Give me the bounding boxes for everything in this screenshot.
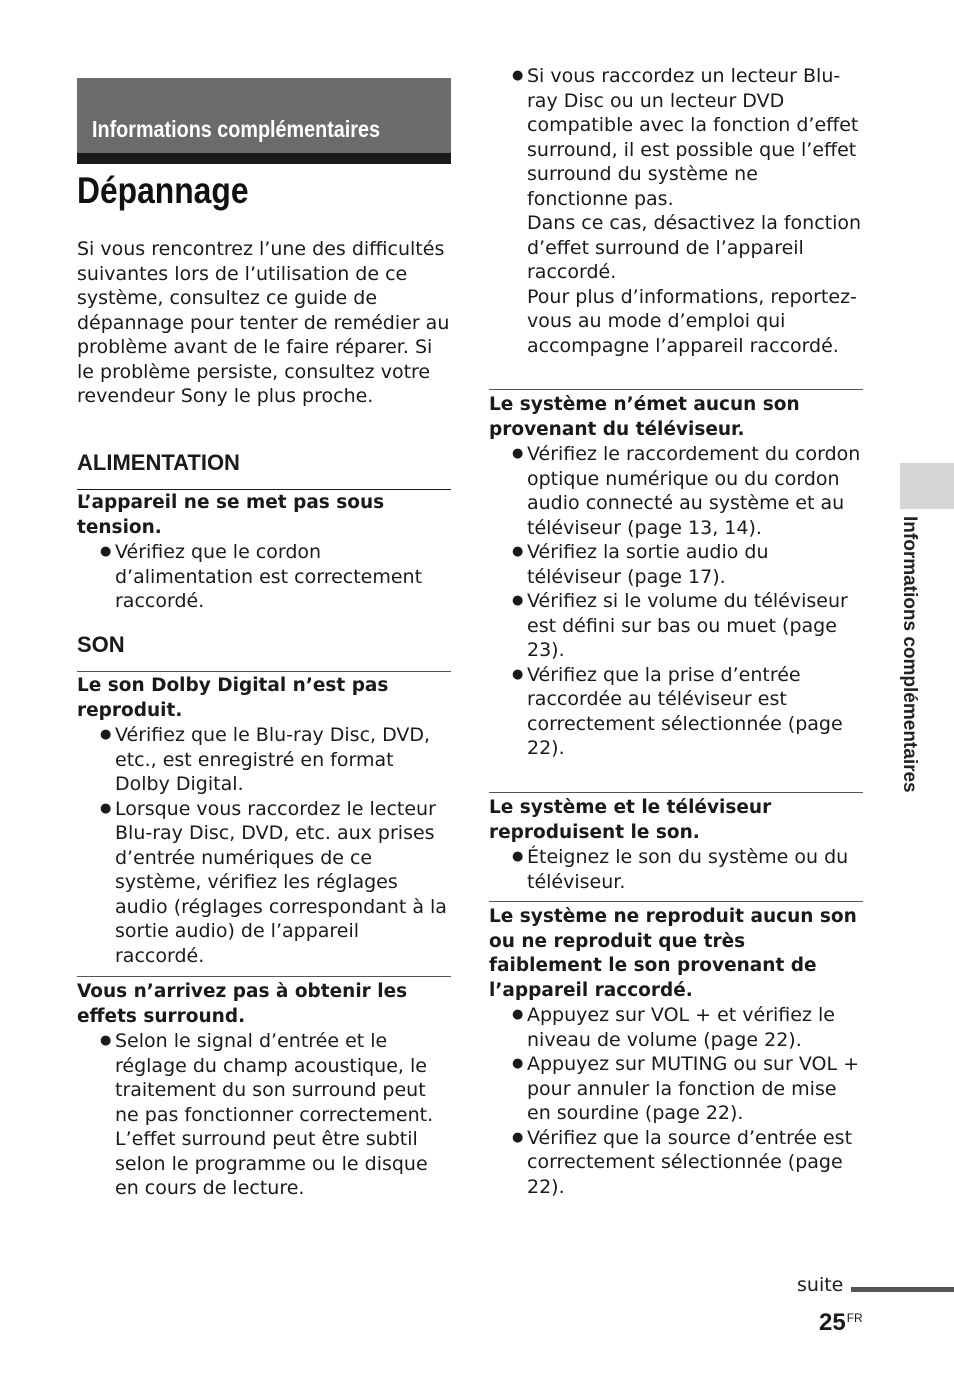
side-tab-label	[898, 516, 938, 846]
solution-list	[77, 1029, 451, 1201]
solution-list	[489, 845, 863, 894]
list-item: ● Selon le signal d’entrée et le réglage du champ acoustique, le traitement du son surround peut ne pas fonctionner correctement. L’effet surround peut être subtil selon le programme ou le disque en cours de lecture.	[115, 1029, 451, 1201]
problem-block	[489, 792, 863, 894]
solution-list	[77, 723, 451, 968]
list-item: ● Vérifiez la sortie audio du téléviseur (page 17).	[527, 540, 863, 589]
problem-block	[489, 389, 863, 761]
category-heading-son: SON	[77, 632, 451, 672]
problem-block	[77, 674, 451, 968]
solution-list	[489, 442, 863, 761]
list-item: ● Vérifiez que le Blu-ray Disc, DVD, etc., est enregistré en format Dolby Digital.	[115, 723, 451, 797]
list-item-continuation: Dans ce cas, désactivez la fonction d’effet surround de l’appareil raccordé.	[527, 212, 862, 283]
list-item: ● Éteignez le son du système ou du téléviseur.	[527, 845, 863, 894]
problem-question: Le système ne reproduit aucun son ou ne reproduit que très faiblement le son provenant de l’appareil raccordé.	[489, 906, 857, 1001]
solution-list	[489, 1003, 863, 1199]
list-item: ● Lorsque vous raccordez le lecteur Blu-ray Disc, DVD, etc. aux prises d’entrée numériques de ce système, vérifiez les réglages audio (réglages correspondant à la sortie audio) de l’appareil raccordé.	[115, 797, 451, 969]
page-number-value: 25	[819, 1309, 846, 1336]
problem-question: Le son Dolby Digital n’est pas reproduit.	[77, 675, 389, 721]
list-item-continuation: Pour plus d’informations, reportez-vous au mode d’emploi qui accompagne l’appareil raccordé.	[527, 285, 857, 357]
page-language-suffix: FR	[846, 1311, 863, 1325]
problem-block	[489, 901, 863, 1199]
list-item: ● Vérifiez que la prise d’entrée raccordée au téléviseur est correctement sélectionnée (page 22).	[527, 663, 863, 761]
continued-arrow-bar	[851, 1287, 954, 1292]
page-title: Dépannage	[77, 170, 249, 211]
problem-question: Vous n’arrivez pas à obtenir les effets surround.	[77, 981, 408, 1027]
list-item: ● Vérifiez si le volume du téléviseur est défini sur bas ou muet (page 23).	[527, 589, 863, 663]
problem-block	[77, 491, 451, 614]
section-header: Informations complémentaires	[92, 116, 380, 142]
solution-list	[489, 64, 863, 358]
problem-question: Le système et le téléviseur reproduisent le son.	[489, 797, 772, 843]
side-tab-marker	[900, 463, 954, 509]
list-item: ● Vérifiez que la source d’entrée est correctement sélectionnée (page 22).	[527, 1126, 863, 1200]
list-item: ● Si vous raccordez un lecteur Blu-ray Disc ou un lecteur DVD compatible avec la fonction d’effet surround, il est possible que l’effet surround du système ne fonctionne pas.	[527, 64, 863, 211]
list-item: ● Vérifiez que le cordon d’alimentation est correctement raccordé.	[115, 540, 451, 614]
page-number	[819, 1309, 863, 1337]
list-item: ● Vérifiez le raccordement du cordon optique numérique ou du cordon audio connecté au système et au téléviseur (page 13, 14).	[527, 442, 863, 540]
solution-list	[77, 540, 451, 614]
side-tab-text: Informations complémentaires	[899, 516, 920, 793]
problem-question: L’appareil ne se met pas sous tension.	[77, 492, 385, 538]
list-item: ● Appuyez sur VOL + et vérifiez le niveau de volume (page 22).	[527, 1003, 863, 1052]
section-banner	[77, 78, 451, 164]
continued-block	[489, 64, 863, 358]
category-heading-alimentation: ALIMENTATION	[77, 450, 451, 490]
problem-block	[77, 976, 451, 1201]
intro-paragraph: Si vous rencontrez l’une des difficultés suivantes lors de l’utilisation de ce système, consultez ce guide de dépannage pour tenter de remédier au problème avant de le faire réparer. Si le problème persiste, consultez votre revendeur Sony le plus proche.	[77, 238, 450, 407]
continued-label: suite	[797, 1274, 844, 1296]
problem-question: Le système n’émet aucun son provenant du téléviseur.	[489, 394, 800, 440]
list-item: ● Appuyez sur MUTING ou sur VOL + pour annuler la fonction de mise en sourdine (page 22).	[527, 1052, 863, 1126]
